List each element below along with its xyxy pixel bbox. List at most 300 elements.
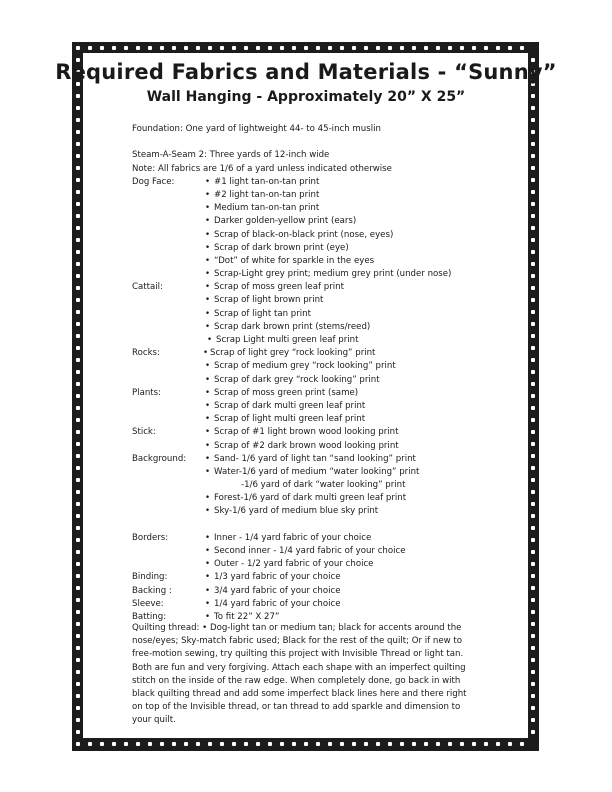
border-dot (531, 730, 535, 734)
border-dot (76, 178, 80, 182)
border-dot (76, 562, 80, 566)
list-item: Scrap of light brown print (214, 295, 324, 306)
border-dot (256, 46, 260, 50)
border-dot (76, 598, 80, 602)
border-dot (531, 202, 535, 206)
bullet-icon: • (205, 611, 211, 622)
border-dot (531, 286, 535, 290)
border-dot (400, 742, 404, 746)
border-dot (184, 742, 188, 746)
border-dot (76, 514, 80, 518)
border-dot (124, 742, 128, 746)
section-row (132, 347, 472, 360)
border-dot (76, 718, 80, 722)
border-dot (352, 742, 356, 746)
border-dot (76, 370, 80, 374)
section-row (132, 426, 472, 439)
section-label: Batting: (132, 611, 167, 622)
bullet-icon: • (205, 559, 211, 570)
border-dot (76, 622, 80, 626)
border-dot (531, 490, 535, 494)
border-dot (531, 430, 535, 434)
list-item: Scrap of dark grey “rock looking” print (214, 374, 380, 385)
section-row (132, 242, 472, 255)
border-dot (76, 238, 80, 242)
section-label: Backing : (132, 585, 172, 596)
border-dot (76, 310, 80, 314)
bullet-icon: • (205, 585, 211, 596)
border-dot (531, 634, 535, 638)
list-item: Scrap of #1 light brown wood looking print (214, 427, 399, 438)
bullet-icon: • (205, 506, 211, 517)
bullet-icon: • (205, 466, 211, 477)
border-dot (76, 574, 80, 578)
list-item: To fit 22” X 27” (214, 611, 280, 622)
border-dot (448, 742, 452, 746)
list-item: Sand- 1/6 yard of light tan “sand looking” print (214, 453, 416, 464)
border-dot (280, 46, 284, 50)
paragraph-line: on top of the Invisible thread, or tan thread to add sparkle and dimension to (132, 702, 461, 713)
list-item: Scrap dark brown print (stems/reed) (214, 321, 371, 332)
border-dot (496, 742, 500, 746)
border-dot (256, 742, 260, 746)
list-item: “Dot” of white for sparkle in the eyes (214, 255, 375, 266)
foundation-line (132, 123, 472, 136)
list-item: Scrap of light grey “rock looking” print (210, 348, 376, 359)
border-dot (531, 598, 535, 602)
border-dot (531, 334, 535, 338)
section-row (132, 334, 472, 347)
border-dot (364, 46, 368, 50)
section-row (132, 374, 472, 387)
border-dot (76, 550, 80, 554)
border-dot (76, 166, 80, 170)
border-dot (531, 370, 535, 374)
border-dot (76, 262, 80, 266)
border-dot (76, 130, 80, 134)
section-label: Binding: (132, 572, 168, 583)
bullet-icon: • (205, 493, 211, 504)
list-item: Sky-1/6 yard of medium blue sky print (214, 506, 379, 517)
border-dot (531, 502, 535, 506)
border-dot (531, 454, 535, 458)
section-row (132, 268, 472, 281)
list-item: Outer - 1/2 yard fabric of your choice (214, 559, 374, 570)
border-dot (76, 670, 80, 674)
border-dot (531, 478, 535, 482)
border-dot (76, 502, 80, 506)
section-row (132, 413, 472, 426)
section-row (132, 532, 472, 545)
border-dot (531, 358, 535, 362)
border-dot (531, 610, 535, 614)
border-dot (472, 742, 476, 746)
section-row (132, 479, 472, 492)
border-dot (508, 742, 512, 746)
border-dot (531, 550, 535, 554)
section-row (132, 176, 472, 189)
border-dot (531, 670, 535, 674)
border-dot (76, 406, 80, 410)
border-dot (531, 346, 535, 350)
border-dot (352, 46, 356, 50)
materials-list (132, 123, 472, 624)
border-dot (531, 274, 535, 278)
border-dot (424, 742, 428, 746)
border-dot (484, 46, 488, 50)
section-row (132, 585, 472, 598)
bullet-icon: • (205, 282, 211, 293)
border-dot (531, 538, 535, 542)
border-dot (244, 742, 248, 746)
border-dot (136, 46, 140, 50)
border-dot (76, 418, 80, 422)
border-dot (531, 214, 535, 218)
border-dot (340, 46, 344, 50)
border-dot (76, 694, 80, 698)
border-dot (531, 178, 535, 182)
border-dot (76, 586, 80, 590)
border-dot (76, 346, 80, 350)
bullet-icon: • (205, 189, 211, 200)
section-row (132, 505, 472, 518)
bullet-icon: • (205, 414, 211, 425)
border-dot (531, 226, 535, 230)
section-row (132, 571, 472, 584)
border-dot (76, 118, 80, 122)
bullet-icon: • (205, 598, 211, 609)
paragraph-line: black quilting thread and add some imperfect black lines here and there right (132, 688, 467, 699)
border-dot (76, 46, 80, 50)
border-dot (76, 466, 80, 470)
border-dot (76, 214, 80, 218)
section-row (132, 321, 472, 334)
list-item: Scrap of light tan print (214, 308, 311, 319)
border-dot (472, 46, 476, 50)
border-dot (376, 46, 380, 50)
border-dot (388, 46, 392, 50)
border-dot (76, 334, 80, 338)
border-dot (304, 46, 308, 50)
border-dot (484, 742, 488, 746)
border-dot (136, 742, 140, 746)
border-dot (76, 478, 80, 482)
section-row (132, 215, 472, 228)
border-dot (220, 742, 224, 746)
border-dot (76, 106, 80, 110)
border-dot (76, 322, 80, 326)
border-dot (316, 46, 320, 50)
border-dot (196, 46, 200, 50)
border-dot (76, 658, 80, 662)
section-row (132, 545, 472, 558)
border-dot (88, 742, 92, 746)
border-dot (208, 46, 212, 50)
section-row (132, 453, 472, 466)
bullet-icon: • (205, 532, 211, 543)
section-row (132, 466, 472, 479)
border-dot (268, 742, 272, 746)
foundation-text: Foundation: One yard of lightweight 44- to 45-inch muslin (132, 124, 381, 134)
border-dot (412, 742, 416, 746)
border-dot (172, 46, 176, 50)
bullet-icon: • (205, 387, 211, 398)
border-dot (531, 250, 535, 254)
bullet-icon: • (205, 242, 211, 253)
border-dot (76, 142, 80, 146)
border-dot (364, 742, 368, 746)
border-dot (292, 742, 296, 746)
section-row (132, 492, 472, 505)
border-dot (531, 442, 535, 446)
paragraph-line: free-motion sewing, try quilting this project with Invisible Thread or light tan. (132, 649, 464, 660)
steam-a-seam-text: Steam-A-Seam 2: Three yards of 12-inch wide (132, 150, 330, 161)
border-dot (76, 226, 80, 230)
bullet-icon: • (205, 440, 211, 451)
bullet-icon: • (205, 321, 211, 332)
border-dot (531, 586, 535, 590)
border-dot (76, 730, 80, 734)
border-dot (531, 466, 535, 470)
bullet-icon: • (205, 255, 211, 266)
border-dot (76, 634, 80, 638)
border-dot (184, 46, 188, 50)
list-item: Medium tan-on-tan print (214, 203, 320, 214)
border-dot (328, 742, 332, 746)
border-dot (124, 46, 128, 50)
border-dot (172, 742, 176, 746)
list-item: 3/4 yard fabric of your choice (214, 585, 341, 596)
border-dot (531, 166, 535, 170)
list-item: Second inner - 1/4 yard fabric of your choice (214, 546, 406, 556)
paragraph-line: your quilt. (132, 715, 176, 726)
border-dot (531, 682, 535, 686)
bullet-icon: • (205, 427, 211, 438)
bullet-icon: • (205, 572, 211, 583)
section-label: Background: (132, 453, 187, 464)
border-dot (76, 274, 80, 278)
border-dot (520, 742, 524, 746)
border-dot (400, 46, 404, 50)
border-dot (531, 394, 535, 398)
paragraph-line: Quilting thread: • Dog-light tan or medium tan; black for accents around the (132, 623, 462, 633)
bullet-icon: • (205, 203, 211, 214)
border-dot (460, 46, 464, 50)
list-item: 1/4 yard fabric of your choice (214, 598, 341, 609)
border-dot (531, 706, 535, 710)
border-dot (508, 46, 512, 50)
border-dot (531, 574, 535, 578)
border-dot (112, 46, 116, 50)
note-text: Note: All fabrics are 1/6 of a yard unless indicated otherwise (132, 163, 392, 174)
list-item: Scrap of moss green print (same) (214, 387, 359, 398)
section-row (132, 229, 472, 242)
border-dot (76, 706, 80, 710)
section-label: Plants: (132, 387, 162, 398)
bullet-icon: • (205, 176, 211, 187)
border-dot (531, 658, 535, 662)
steam-a-seam-line (132, 149, 472, 162)
border-dot (280, 742, 284, 746)
section-row (132, 255, 472, 268)
border-dot (304, 742, 308, 746)
quilting-thread-paragraph (132, 622, 467, 728)
section-row (132, 387, 472, 400)
bullet-icon: • (203, 348, 209, 359)
section-label: Sleeve: (132, 598, 164, 609)
border-dot (531, 562, 535, 566)
border-dot (436, 46, 440, 50)
list-item: Scrap of dark brown print (eye) (214, 242, 349, 253)
border-dot (76, 610, 80, 614)
bullet-icon: • (205, 295, 211, 306)
border-dot (531, 406, 535, 410)
border-dot (531, 382, 535, 386)
border-dot (531, 238, 535, 242)
list-item: Scrap of dark multi green leaf print (214, 400, 366, 411)
border-dot (76, 286, 80, 290)
border-dot (412, 46, 416, 50)
page-title: Required Fabrics and Materials - “Sunny” (55, 60, 557, 84)
border-dot (148, 46, 152, 50)
border-dot (232, 46, 236, 50)
list-item: Scrap of light multi green leaf print (214, 414, 366, 425)
border-dot (76, 298, 80, 302)
border-dot (531, 622, 535, 626)
border-dot (160, 742, 164, 746)
paragraph-line: stitch on the inside of the raw edge. When completely done, go back in with (132, 675, 461, 686)
list-item: Forest-1/6 yard of dark multi green leaf print (214, 493, 407, 504)
bullet-icon: • (205, 453, 211, 464)
border-dot (160, 46, 164, 50)
border-dot (531, 694, 535, 698)
paragraph-line: Both are fun and very forgiving. Attach each shape with an imperfect quilting (132, 662, 466, 673)
section-row (132, 360, 472, 373)
border-dot (376, 742, 380, 746)
border-dot (76, 394, 80, 398)
section-row (132, 294, 472, 307)
section-row (132, 308, 472, 321)
border-dot (531, 718, 535, 722)
list-item: Scrap of black-on-black print (nose, eyes) (214, 229, 394, 240)
bullet-icon: • (207, 335, 213, 345)
paragraph-line: nose/eyes; Sky-match fabric used; Black for the rest of the quilt; Or if new to (132, 636, 463, 647)
list-item: #2 light tan-on-tan print (214, 189, 320, 200)
border-dot (76, 430, 80, 434)
border-dot (196, 742, 200, 746)
list-item: Scrap Light multi green leaf print (216, 335, 359, 345)
border-dot (531, 526, 535, 530)
border-dot (460, 742, 464, 746)
list-item: Scrap of moss green leaf print (214, 282, 344, 293)
border-dot (88, 46, 92, 50)
list-item: Scrap-Light grey print; medium grey print (under nose) (214, 269, 452, 280)
border-dot (100, 46, 104, 50)
border-dot (531, 118, 535, 122)
border-dot (100, 742, 104, 746)
section-row (132, 189, 472, 202)
border-dot (76, 526, 80, 530)
border-dot (208, 742, 212, 746)
border-dot (76, 538, 80, 542)
border-dot (76, 190, 80, 194)
section-label: Stick: (132, 427, 156, 438)
border-dot (424, 46, 428, 50)
border-dot (340, 742, 344, 746)
border-dot (531, 646, 535, 650)
border-dot (112, 742, 116, 746)
bullet-icon: • (205, 269, 211, 280)
section-label: Rocks: (132, 348, 160, 359)
border-dot (244, 46, 248, 50)
border-dot (531, 418, 535, 422)
section-label: Cattail: (132, 282, 163, 293)
page-subtitle: Wall Hanging - Approximately 20” X 25” (146, 89, 466, 105)
border-dot (531, 106, 535, 110)
border-dot (292, 46, 296, 50)
list-item: Scrap of medium grey “rock looking” print (214, 361, 396, 372)
border-dot (76, 250, 80, 254)
border-dot (148, 742, 152, 746)
border-dot (76, 154, 80, 158)
bullet-icon: • (205, 400, 211, 411)
border-dot (316, 742, 320, 746)
border-dot (232, 742, 236, 746)
section-row (132, 400, 472, 413)
border-dot (531, 262, 535, 266)
border-dot (448, 46, 452, 50)
border-dot (531, 514, 535, 518)
list-item: Scrap of #2 dark brown wood looking print (214, 440, 399, 451)
border-dot (220, 46, 224, 50)
section-label: Borders: (132, 532, 169, 543)
list-item: Darker golden-yellow print (ears) (214, 216, 357, 227)
list-item: 1/3 yard fabric of your choice (214, 572, 341, 583)
list-item: #1 light tan-on-tan print (214, 176, 320, 187)
border-dot (520, 46, 524, 50)
border-dot (531, 154, 535, 158)
border-dot (531, 322, 535, 326)
border-dot (531, 298, 535, 302)
border-dot (76, 682, 80, 686)
list-item: Water-1/6 yard of medium “water looking” print (214, 466, 420, 477)
border-dot (76, 382, 80, 386)
border-dot (388, 742, 392, 746)
border-dot (531, 190, 535, 194)
border-dot (76, 454, 80, 458)
bullet-icon: • (205, 216, 211, 227)
border-dot (76, 202, 80, 206)
border-dot (76, 490, 80, 494)
border-dot (496, 46, 500, 50)
border-dot (76, 646, 80, 650)
border-dot (268, 46, 272, 50)
section-row (132, 202, 472, 215)
section-row (132, 558, 472, 571)
border-dot (76, 442, 80, 446)
section-row (132, 281, 472, 294)
list-item: Inner - 1/4 yard fabric of your choice (214, 532, 372, 543)
section-label: Dog Face: (132, 176, 175, 187)
bullet-icon: • (205, 308, 211, 319)
border-dot (531, 130, 535, 134)
border-dot (328, 46, 332, 50)
bullet-icon: • (205, 361, 211, 372)
list-item-continuation: -1/6 yard of dark “water looking” print (241, 480, 406, 491)
border-dot (436, 742, 440, 746)
bullet-icon: • (205, 374, 211, 385)
border-dot (531, 310, 535, 314)
